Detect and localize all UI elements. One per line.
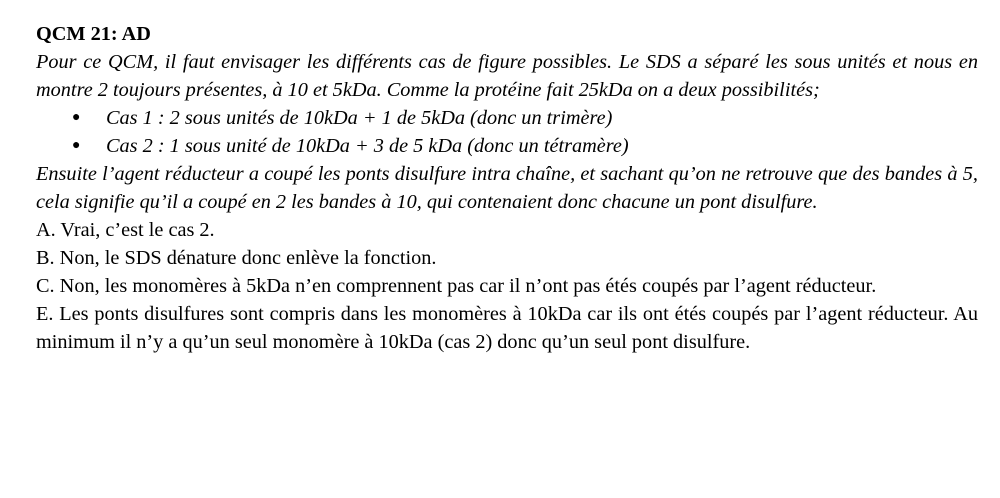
- bullet-icon: ●: [72, 110, 81, 125]
- answer-e: E. Les ponts disulfures sont compris dans les monomères à 10kDa car ils ont étés coupés par l’agent réducteur. Au minimum il n’y a qu’un seul monomère à 10kDa (cas 2) donc qu’un seul pont disulfure.: [36, 303, 978, 353]
- qcm-title: QCM 21: AD: [36, 23, 151, 45]
- answer-c: C. Non, les monomères à 5kDa n’en comprennent pas car il n’ont pas étés coupés par l’agent réducteur.: [36, 275, 877, 297]
- qcm-correction: [36, 20, 978, 356]
- answer-list: [36, 216, 978, 356]
- list-item: [36, 104, 978, 132]
- intro-paragraph: Pour ce QCM, il faut envisager les différents cas de figure possibles. Le SDS a séparé les sous unités et nous en montre 2 toujours présentes, à 10 et 5kDa. Comme la protéine fait 25kDa on a deux possibilités;: [36, 51, 978, 101]
- list-item: [36, 132, 978, 160]
- answer-a: A. Vrai, c’est le cas 2.: [36, 219, 215, 241]
- case-2-text: Cas 2 : 1 sous unité de 10kDa + 3 de 5 kDa (donc un tétramère): [106, 135, 629, 157]
- explanation-paragraph: Ensuite l’agent réducteur a coupé les ponts disulfure intra chaîne, et sachant qu’on ne retrouve que des bandes à 5, cela signifie qu’il a coupé en 2 les bandes à 10, qui contenaient donc chacune un pont disulfure.: [36, 163, 978, 213]
- answer-b: B. Non, le SDS dénature donc enlève la fonction.: [36, 247, 437, 269]
- bullet-icon: ●: [72, 138, 81, 153]
- case-1-text: Cas 1 : 2 sous unités de 10kDa + 1 de 5kDa (donc un trimère): [106, 107, 613, 129]
- case-list: [36, 104, 978, 160]
